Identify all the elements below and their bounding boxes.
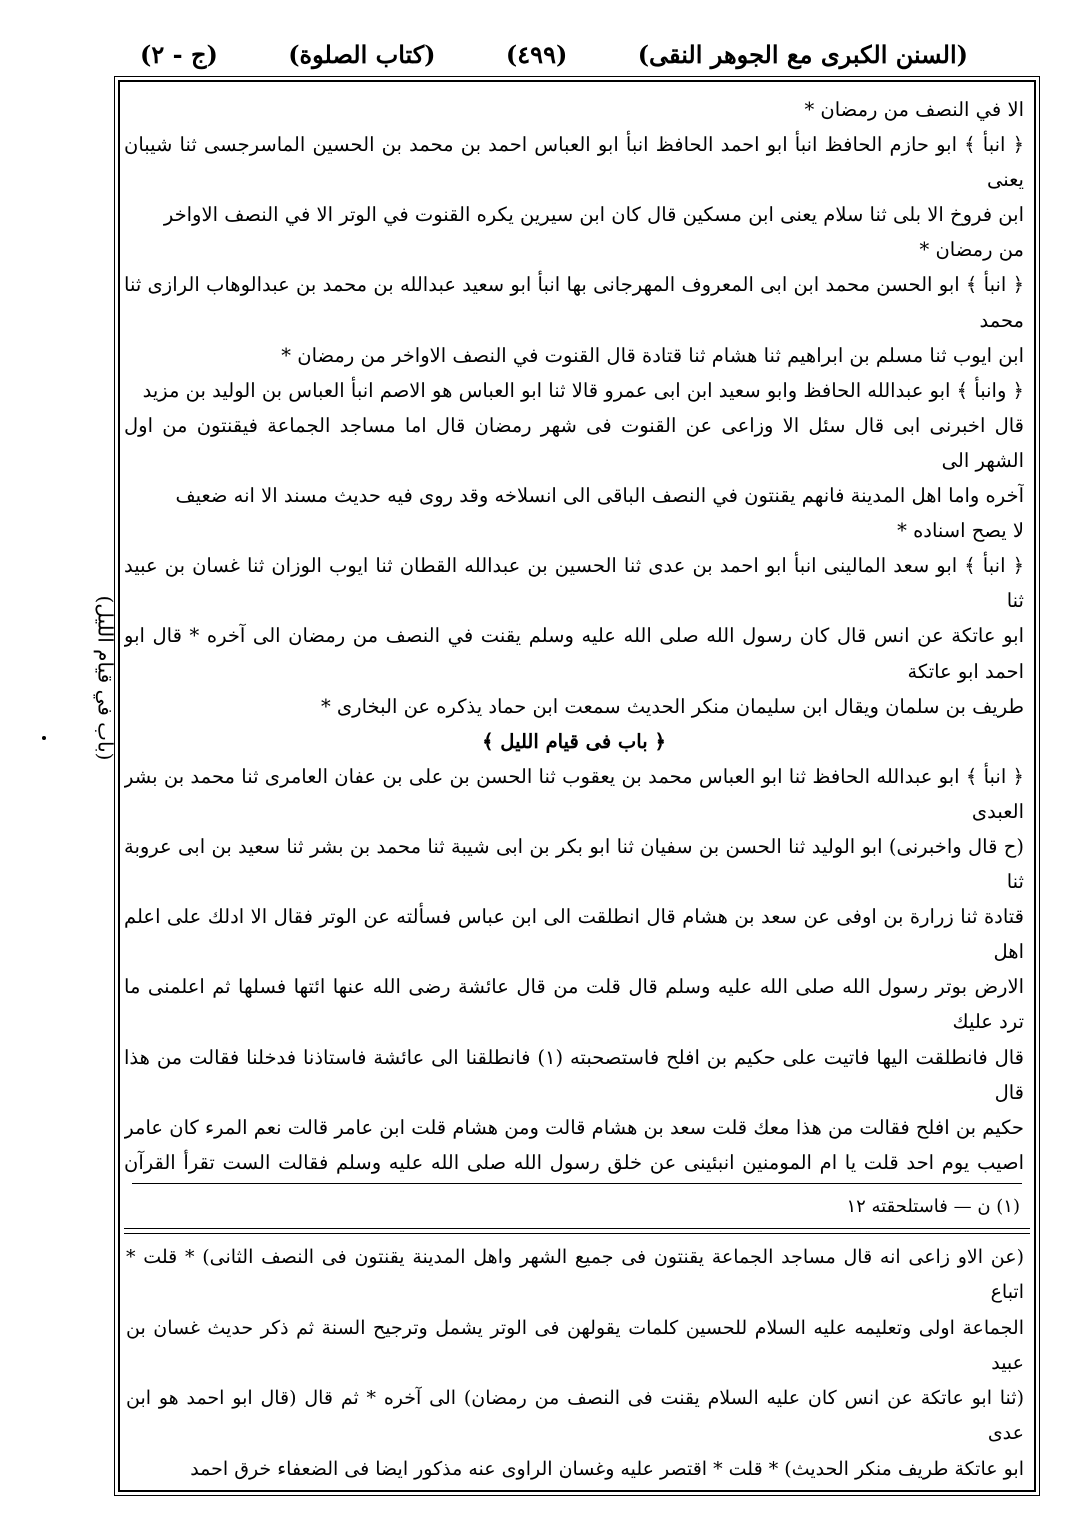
text-line: ابن ايوب ثنا مسلم بن ابراهيم ثنا هشام ثنا قتادة قال القنوت في النصف الاواخر من رمضان * [281, 343, 1024, 367]
text-line: لا يصح اسناده * [897, 519, 1024, 543]
page-number: (٤٩٩) [505, 39, 568, 69]
text-line: ﴿ انبأ ﴾ ابو سعد المالينى انبأ ابو احمد بن عدى ثنا الحسين بن عبدالله القطان ثنا ايوب الوزان ثنا غسان بن عبيد ثنا [124, 554, 1024, 613]
text-line: آخره واما اهل المدينة فانهم يقنتون في النصف الباقى الى انسلاخه وقد روى فيه حديث مسند الا انه ضعيف [175, 484, 1024, 508]
text-line: ﴿ انبأ ﴾ ابو حازم الحافظ انبأ ابو احمد الحافظ انبأ ابو العباس احمد بن محمد بن الحسين الماسرجسى ثنا شيبان يعنى [124, 133, 1024, 192]
page-header [140, 34, 968, 74]
section-title: (كتاب الصلوة) [288, 39, 436, 69]
text-line: قال اخبرنى ابى قال سئل الا وزاعى عن القنوت فى شهر رمضان قال اما مساجد الجماعة فيقنتون من اول الشهر الى [124, 413, 1024, 472]
book-title: (السنن الكبرى مع الجوهر النقى) [637, 39, 968, 69]
main-text [124, 92, 1024, 1180]
commentary-text [126, 1240, 1024, 1486]
margin-dot [42, 736, 46, 740]
volume-number: (ج - ٢) [140, 39, 218, 69]
text-line: (ح قال واخبرنى) ابو الوليد ثنا الحسن بن سفيان ثنا ابو بكر بن ابى شيبة ثنا محمد بن بشر ثنا سعيد بن ابى عروبة ثنا [124, 834, 1024, 894]
text-line: من رمضان * [919, 238, 1024, 262]
text-line: ﴿ انبأ ﴾ ابو عبدالله الحافظ ثنا ابو العباس محمد بن يعقوب ثنا الحسن بن على بن عفان العامرى ثنا محمد بن بشر العبدى [124, 764, 1024, 823]
text-line: اصيب يوم احد قلت يا ام المومنين انبئينى عن خلق رسول الله صلى الله عليه وسلم فقالت الست تقرأ القرآن [124, 1150, 1024, 1174]
text-line: الا في النصف من رمضان * [804, 98, 1024, 121]
footnote-divider [132, 1183, 1022, 1184]
commentary-divider [124, 1228, 1030, 1229]
commentary-line: (ثنا ابو عاتكة عن انس كان عليه السلام يقنت فى النصف من رمضان) الى آخره * ثم قال (قال ابو احمد هو ابن عدى [126, 1387, 1024, 1445]
text-line: حكيم بن افلح فقالت من هذا معك قلت سعد بن هشام قالت ومن هشام قلت ابن عامر قالت نعم المرء كان عامر [124, 1115, 1024, 1139]
margin-note: (باب في قيام الليل) [93, 595, 118, 761]
text-line: ﴿ وانبأ ﴾ ابو عبدالله الحافظ وابو سعيد ابن ابى عمرو قالا ثنا ابو العباس هو الاصم انبأ العباس بن الوليد بن مزيد [142, 378, 1024, 402]
text-line: قتادة ثنا زرارة بن اوفى عن سعد بن هشام قال انطلقت الى ابن عباس فسألته عن الوتر فقال الا ادلك على اعلم اهل [124, 905, 1024, 964]
text-line: قال فانطلقت اليها فاتيت على حكيم بن افلح فاستصحبته (١) فانطلقنا الى عائشة فاستاذنا فدخلنا فقالت من هذا قال [124, 1045, 1024, 1104]
text-line: الارض بوتر رسول الله صلى الله عليه وسلم قال قلت من قال عائشة رضى الله عنها ائتها فسلها ثم اعلمنى ما ترد عليك [124, 975, 1024, 1034]
text-line: ابن فروخ الا بلى ثنا سلام يعنى ابن مسكين قال كان ابن سيرين يكره القنوت في الوتر الا في النصف الاواخر [163, 203, 1024, 227]
text-line: ابو عاتكة عن انس قال كان رسول الله صلى الله عليه وسلم يقنت في النصف من رمضان الى آخره * قال ابو احمد ابو عاتكة [124, 624, 1024, 683]
footnote: (١) ن — فاستلحقته ١٢ [846, 1196, 1020, 1217]
commentary-line: (عن الاو زاعى انه قال مساجد الجماعة يقنتون فى جميع الشهر واهل المدينة يقنتون فى النصف الثانى) * قلت * اتباع [126, 1246, 1024, 1304]
commentary-line: ابو عاتكة طريف منكر الحديث) * قلت * اقتصر عليه وغسان الراوى عنه مذكور ايضا فى الضعفاء خرق احمد [190, 1457, 1024, 1480]
commentary-divider-inner [124, 1233, 1030, 1234]
text-line: طريف بن سلمان ويقال ابن سليمان منكر الحديث سمعت ابن حماد يذكره عن البخارى * [320, 694, 1024, 718]
text-line: ﴿ انبأ ﴾ ابو الحسن محمد ابن ابى المعروف المهرجانى بها انبأ ابو سعيد عبدالله بن محمد بن عبدالوهاب الرازى ثنا محمد [124, 273, 1024, 332]
commentary-line: الجماعة اولى وتعليمه عليه السلام للحسين كلمات يقولهن فى الوتر يشمل وترجيح السنة ثم ذكر حديث غسان بن عبيد [126, 1316, 1024, 1374]
chapter-heading: ﴿ باب فى قيام الليل ﴾ [482, 729, 666, 753]
